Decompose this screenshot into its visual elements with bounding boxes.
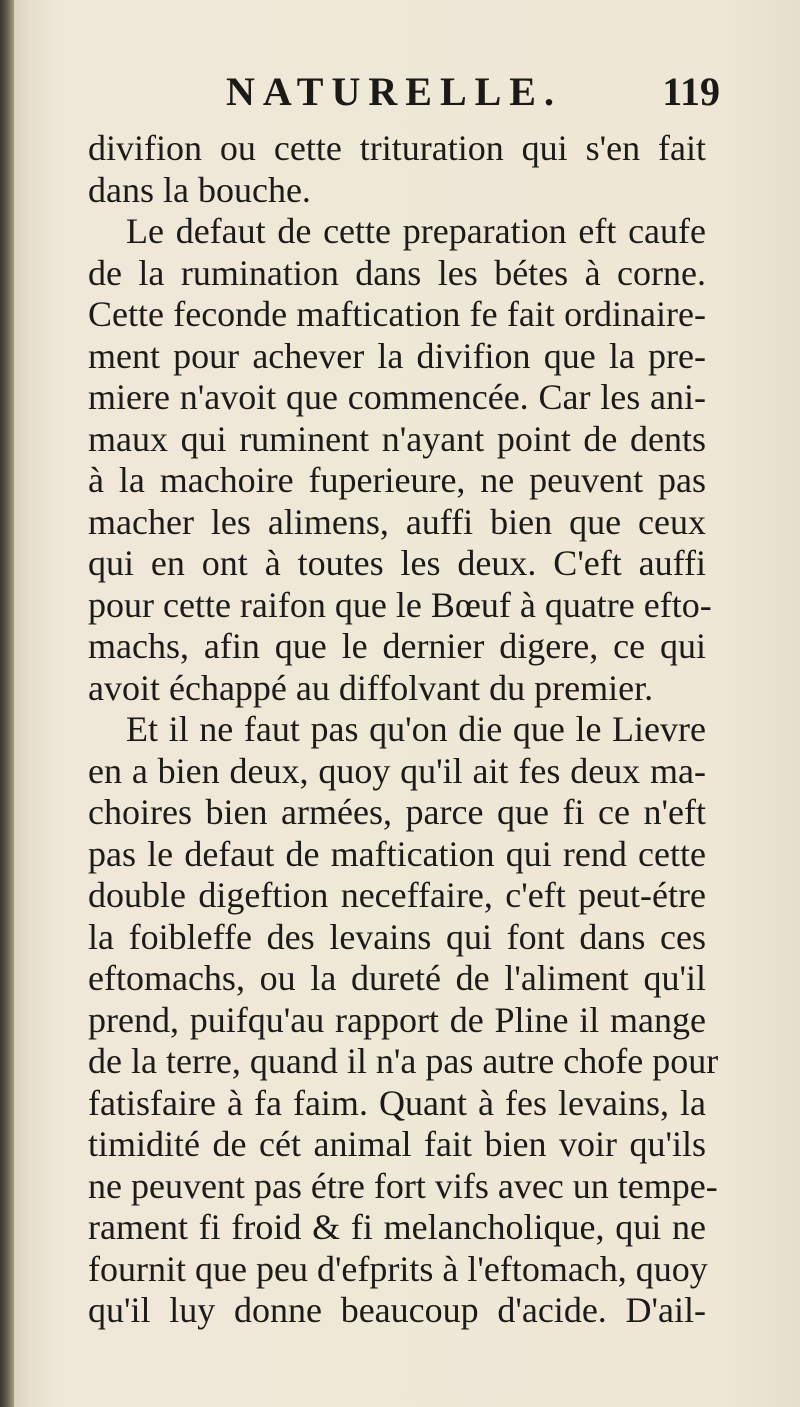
text-line: double digeftion neceffaire, c'eft peut-étre	[88, 875, 706, 915]
running-title: NATURELLE.	[226, 69, 562, 114]
page-binding-shadow	[0, 0, 14, 1407]
text-line: prend, puifqu'au rapport de Pline il mange	[88, 999, 706, 1040]
text-line: macher les alimens, auffi bien que ceux	[88, 501, 706, 542]
text-line: en a bien deux, quoy qu'il ait fes deux ma-	[88, 750, 706, 791]
text-line: de la rumination dans les bétes à corne.	[88, 252, 706, 293]
text-line: qu'il luy donne beaucoup d'acide. D'ail-	[88, 1290, 706, 1330]
text-line: eftomachs, ou la dureté de l'aliment qu'il	[88, 958, 706, 998]
page-number: 119	[662, 69, 720, 114]
text-line: miere n'avoit que commencée. Car les ani-	[88, 377, 706, 417]
text-line: maux qui ruminent n'ayant point de dents	[88, 418, 706, 459]
text-line: fatisfaire à fa faim. Quant à fes levains, la	[88, 1082, 706, 1123]
text-line: choires bien armées, parce que fi ce n'eft	[88, 792, 706, 832]
text-line: Le defaut de cette preparation eft caufe	[126, 211, 706, 251]
text-line: de la terre, quand il n'a pas autre chofe pour	[88, 1041, 719, 1081]
text-line: avoit échappé au diffolvant du premier.	[88, 667, 654, 708]
text-line: machs, afin que le dernier digere, ce qui	[88, 626, 706, 666]
text-line: rament fi froid & fi melancholique, qui ne	[88, 1207, 706, 1247]
text-line: qui en ont à toutes les deux. C'eft auffi	[88, 543, 706, 583]
text-line: ne peuvent pas étre fort vifs avec un tempe-	[88, 1165, 718, 1206]
text-line: pour cette raifon que le Bœuf à quatre efto-	[88, 584, 712, 625]
text-line: Cette feconde maftication fe fait ordinaire-	[88, 294, 706, 334]
text-line: Et il ne faut pas qu'on die que le Lievre	[126, 709, 706, 749]
body-text	[88, 128, 719, 1332]
text-line: divifion ou cette trituration qui s'en fait	[88, 128, 706, 168]
text-line: la foibleffe des levains qui font dans ces	[88, 916, 706, 957]
text-line: à la machoire fuperieure, ne peuvent pas	[88, 460, 706, 500]
text-line: pas le defaut de maftication qui rend cette	[88, 833, 706, 874]
text-line: dans la bouche.	[88, 169, 311, 210]
text-line: ment pour achever la divifion que la pre-	[88, 335, 706, 376]
text-line: fournit que peu d'efprits à l'eftomach, quoy	[88, 1248, 708, 1289]
text-line: timidité de cét animal fait bien voir qu'ils	[88, 1124, 706, 1164]
page-header	[88, 68, 720, 128]
